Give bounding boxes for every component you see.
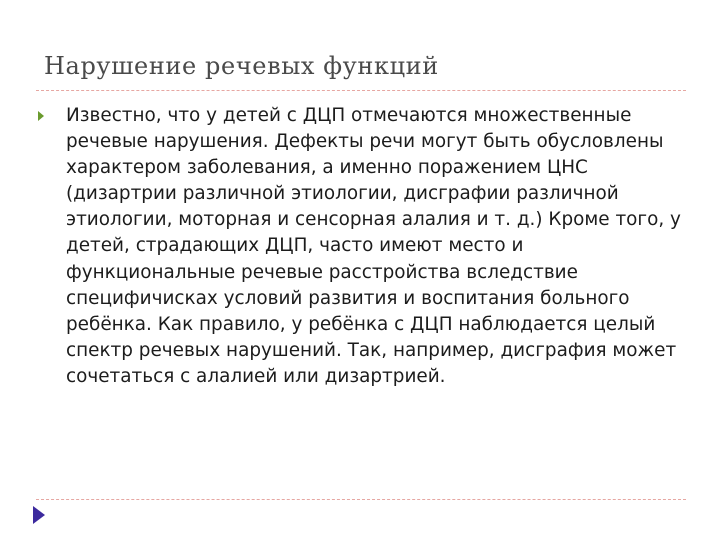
play-arrow-icon[interactable] [33, 506, 45, 524]
triangle-bullet-icon [38, 111, 44, 121]
footer-divider [36, 499, 686, 500]
bullet-text: Известно, что у детей с ДЦП отмечаются множественные речевые нарушения. Дефекты речи могут быть обусловлены характером заболевания, а именно поражением ЦНС (дизартрии различной этиологии, дисграфии различной этиологии, моторная и сенсорная алалия и т. д.) Кроме того, у детей, страдающих ДЦП, часто имеют место и функциональные речевые расстройства вследствие специфичисках условий развития и воспитания больного ребёнка. Как правило, у ребёнка с ДЦП наблюдается целый спектр речевых нарушений. Так, например, дисграфия может сочетаться с алалией или дизартрией. [66, 105, 681, 387]
slide-title: Нарушение речевых функций [44, 52, 439, 80]
title-divider [36, 90, 686, 91]
